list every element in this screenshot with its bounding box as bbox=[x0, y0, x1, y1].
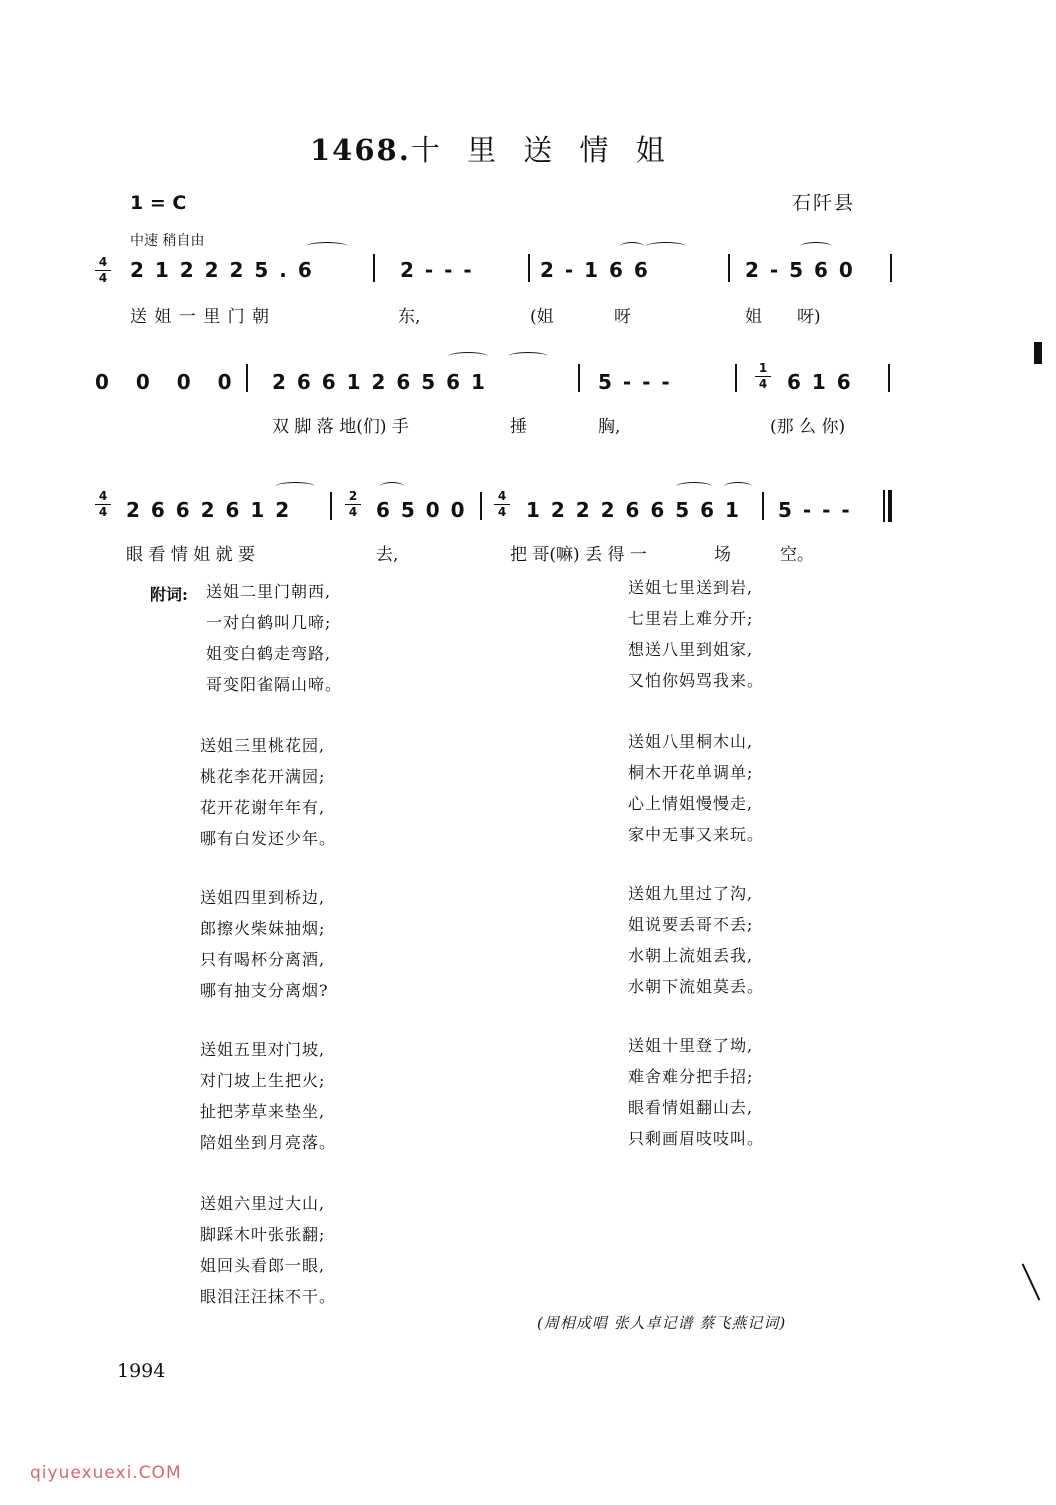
verse-line: 一对白鹤叫几啼; bbox=[206, 613, 332, 632]
verse-block bbox=[200, 1034, 336, 1158]
verse-line: 送姐九里过了沟, bbox=[628, 884, 754, 903]
verse-line: 水朝上流姐丢我, bbox=[628, 946, 754, 965]
barline bbox=[888, 364, 890, 392]
time-signature bbox=[494, 490, 510, 519]
verse-line: 只剩画眉吱吱叫。 bbox=[628, 1129, 765, 1148]
verse-block bbox=[200, 730, 336, 854]
verse-line: 哪有抽支分离烟? bbox=[200, 981, 329, 1000]
time-top: 1 bbox=[758, 361, 768, 375]
measure: 2 6 6 2 6 1 2 bbox=[126, 498, 292, 522]
time-signature bbox=[345, 490, 361, 519]
lyric-line: 双 脚 落 地(们) 手 bbox=[272, 417, 409, 437]
performer-credit: (周相成唱 张人卓记谱 蔡飞燕记词) bbox=[537, 1314, 787, 1332]
verse-line: 心上情姐慢慢走, bbox=[628, 794, 754, 813]
measure: 5 - - - bbox=[598, 370, 672, 394]
slur bbox=[646, 242, 686, 251]
lyric-line: 呀 bbox=[614, 307, 631, 327]
lyric-line: 东, bbox=[398, 307, 421, 327]
verse-line: 哥变阳雀隔山啼。 bbox=[206, 675, 343, 694]
verse-block bbox=[628, 1030, 764, 1154]
verse-line: 只有喝杯分离酒, bbox=[200, 950, 326, 969]
measure: 2 6 6 1 2 6 5 6 1 bbox=[272, 370, 487, 394]
time-bottom: 4 bbox=[497, 505, 507, 519]
measure: 1 2 2 2 6 6 5 6 1 bbox=[526, 498, 741, 522]
verse-line: 哪有白发还少年。 bbox=[200, 829, 337, 848]
verse-line: 难舍难分把手招; bbox=[628, 1067, 754, 1086]
scan-mark bbox=[1034, 342, 1042, 364]
song-title bbox=[310, 128, 674, 169]
verse-line: 送姐六里过大山, bbox=[200, 1194, 326, 1213]
verse-line: 眼泪汪汪抹不干。 bbox=[200, 1287, 337, 1306]
lyric-line: 把 哥(嘛) 丢 得 一 bbox=[510, 545, 647, 565]
time-signature bbox=[95, 256, 111, 285]
verse-block bbox=[200, 1188, 336, 1312]
barline bbox=[890, 254, 892, 282]
barline bbox=[578, 364, 580, 392]
lyric-line: 姐 bbox=[745, 307, 762, 327]
lyric-line: (那 么 你) bbox=[770, 417, 846, 437]
time-bottom: 4 bbox=[98, 505, 108, 519]
verse-line: 脚踩木叶张张翻; bbox=[200, 1225, 326, 1244]
verse-line: 七里岩上难分开; bbox=[628, 609, 754, 628]
song-number: 1468. bbox=[310, 133, 411, 167]
verse-line: 送姐五里对门坡, bbox=[200, 1040, 326, 1059]
slur bbox=[380, 482, 404, 491]
verse-line: 眼看情姐翻山去, bbox=[628, 1098, 754, 1117]
slur bbox=[676, 482, 712, 491]
verse-line: 姐说要丢哥不丢; bbox=[628, 915, 754, 934]
page-number: 1994 bbox=[117, 1360, 166, 1382]
lyric-line: (姐 bbox=[530, 307, 554, 327]
slur bbox=[275, 482, 315, 491]
barline bbox=[373, 254, 375, 282]
lyric-line: 去, bbox=[376, 545, 399, 565]
slur bbox=[620, 242, 644, 251]
verse-line: 送姐八里桐木山, bbox=[628, 732, 754, 751]
lyric-line: 呀) bbox=[797, 307, 821, 327]
measure: 2 1 2 2 2 5 . 6 bbox=[130, 258, 314, 282]
time-bottom: 4 bbox=[758, 377, 768, 391]
time-signature bbox=[95, 490, 111, 519]
verse-block bbox=[206, 576, 342, 700]
verse-line: 花开花谢年年有, bbox=[200, 798, 326, 817]
verse-line: 对门坡上生把火; bbox=[200, 1071, 326, 1090]
verse-line: 扯把茅草来垫坐, bbox=[200, 1102, 326, 1121]
barline bbox=[728, 254, 730, 282]
measure: 0 0 0 0 bbox=[95, 370, 242, 394]
verse-block bbox=[628, 572, 764, 696]
tempo-marking: 中速 稍自由 bbox=[130, 233, 205, 249]
verse-line: 家中无事又来玩。 bbox=[628, 825, 765, 844]
time-top: 4 bbox=[98, 489, 108, 503]
site-watermark: qiyuexuexi.COM bbox=[30, 1463, 182, 1483]
verse-block bbox=[628, 878, 764, 1002]
verse-line: 送姐三里桃花园, bbox=[200, 736, 326, 755]
key-signature: 1 = C bbox=[130, 192, 187, 214]
lyric-line: 送 姐 一 里 门 朝 bbox=[130, 307, 270, 327]
region-label: 石阡县 bbox=[792, 192, 856, 214]
lyric-line: 眼 看 情 姐 就 要 bbox=[126, 545, 256, 565]
barline bbox=[330, 492, 332, 520]
measure: 2 - - - bbox=[400, 258, 474, 282]
slur bbox=[448, 352, 488, 361]
final-barline-thick bbox=[888, 490, 892, 522]
lyric-line: 捶 bbox=[510, 417, 527, 437]
scan-mark bbox=[1022, 1263, 1041, 1300]
time-top: 4 bbox=[98, 255, 108, 269]
verse-line: 陪姐坐到月亮落。 bbox=[200, 1133, 337, 1152]
lyric-line: 空。 bbox=[780, 545, 814, 565]
verse-line: 姐回头看郎一眼, bbox=[200, 1256, 326, 1275]
lyric-line: 场 bbox=[714, 545, 731, 565]
barline bbox=[246, 364, 248, 392]
verse-line: 送姐四里到桥边, bbox=[200, 888, 326, 907]
barline bbox=[528, 254, 530, 282]
measure: 2 - 5 6 0 bbox=[745, 258, 855, 282]
verse-line: 送姐七里送到岩, bbox=[628, 578, 754, 597]
time-top: 4 bbox=[497, 489, 507, 503]
verse-line: 郎擦火柴妹抽烟; bbox=[200, 919, 326, 938]
barline bbox=[762, 492, 764, 520]
slur bbox=[508, 352, 548, 361]
verse-line: 送姐十里登了坳, bbox=[628, 1036, 754, 1055]
verse-line: 水朝下流姐莫丢。 bbox=[628, 977, 765, 996]
time-bottom: 4 bbox=[98, 271, 108, 285]
verses-label: 附词: bbox=[150, 585, 188, 604]
verse-line: 姐变白鹤走弯路, bbox=[206, 644, 332, 663]
verse-block bbox=[628, 726, 764, 850]
verse-block bbox=[200, 882, 329, 1006]
verse-line: 又怕你妈骂我来。 bbox=[628, 671, 765, 690]
verse-line: 桐木开花单调单; bbox=[628, 763, 754, 782]
time-bottom: 4 bbox=[348, 505, 358, 519]
barline bbox=[735, 364, 737, 392]
measure: 6 1 6 bbox=[787, 370, 853, 394]
slur bbox=[306, 242, 348, 251]
measure: 2 - 1 6 6 bbox=[540, 258, 650, 282]
slur bbox=[724, 482, 752, 491]
final-barline-thin bbox=[883, 490, 885, 522]
measure: 5 - - - bbox=[778, 498, 852, 522]
time-top: 2 bbox=[348, 489, 358, 503]
slur bbox=[800, 242, 832, 251]
verse-line: 想送八里到姐家, bbox=[628, 640, 754, 659]
measure: 6 5 0 0 bbox=[376, 498, 467, 522]
song-name: 十 里 送 情 姐 bbox=[410, 133, 674, 167]
lyric-line: 胸, bbox=[598, 417, 621, 437]
time-signature bbox=[755, 362, 771, 391]
verse-line: 桃花李花开满园; bbox=[200, 767, 326, 786]
verse-line: 送姐二里门朝西, bbox=[206, 582, 332, 601]
barline bbox=[480, 492, 482, 520]
